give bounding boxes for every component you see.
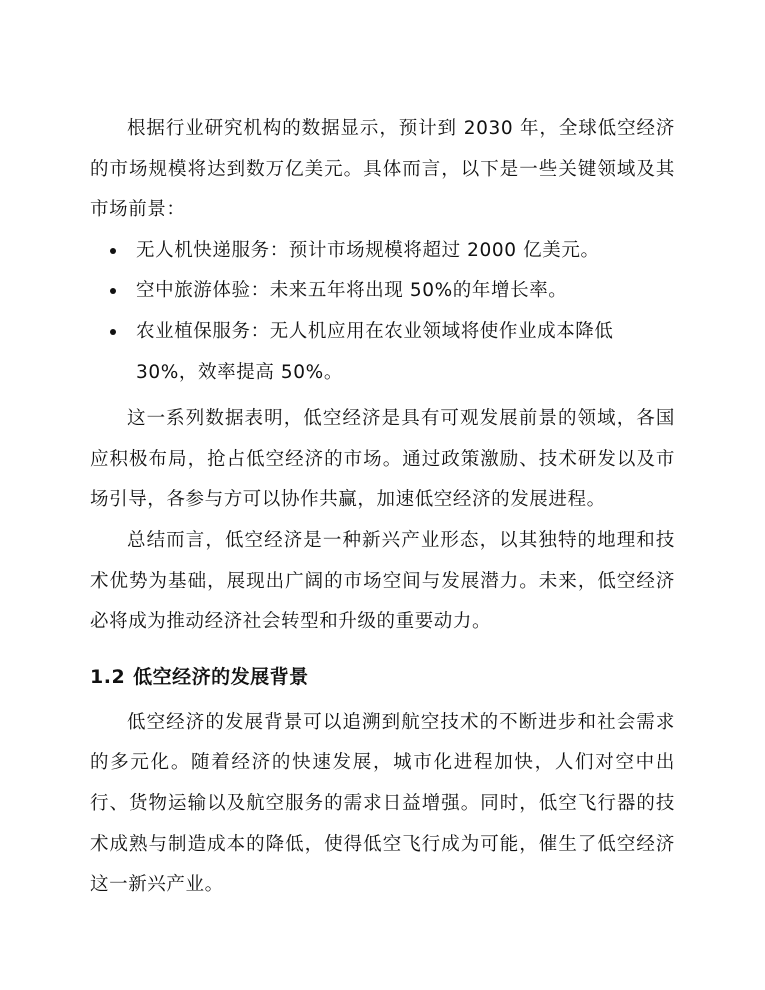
paragraph-conclusion: 总结而言，低空经济是一种新兴产业形态，以其独特的地理和技术优势为基础，展现出广阔的市场空间与发展潜力。未来，低空经济必将成为推动经济社会转型和升级的重要动力。 bbox=[90, 529, 675, 633]
bullet-text: 无人机快递服务：预计市场规模将超过 2000 亿美元。 bbox=[136, 239, 600, 261]
bullet-dot-icon bbox=[110, 288, 116, 294]
bullet-text: 农业植保服务：无人机应用在农业领域将使作业成本降低30%，效率提高 50%。 bbox=[136, 320, 614, 383]
bullet-text: 空中旅游体验：未来五年将出现 50%的年增长率。 bbox=[136, 280, 568, 302]
section-title: 低空经济的发展背景 bbox=[133, 665, 309, 688]
section-number: 1.2 bbox=[90, 665, 126, 688]
bullet-item-drone-delivery bbox=[90, 231, 675, 272]
bullet-dot-icon bbox=[110, 248, 116, 254]
paragraph-background: 低空经济的发展背景可以追溯到航空技术的不断进步和社会需求的多元化。随着经济的快速发展，城市化进程加快，人们对空中出行、货物运输以及航空服务的需求日益增强。同时，低空飞行器的技术成熟与制造成本的降低，使得低空飞行成为可能，催生了低空经济这一新兴产业。 bbox=[90, 711, 675, 896]
paragraph-data-summary: 这一系列数据表明，低空经济是具有可观发展前景的领域，各国应积极布局，抢占低空经济的市场。通过政策激励、技术研发以及市场引导，各参与方可以协作共赢，加速低空经济的发展进程。 bbox=[90, 408, 675, 511]
bullet-dot-icon bbox=[110, 329, 116, 335]
bullet-item-air-tourism bbox=[90, 271, 675, 312]
document-body bbox=[90, 109, 675, 906]
market-bullet-list bbox=[90, 231, 675, 393]
section-heading bbox=[90, 657, 675, 697]
bullet-item-agri-protection bbox=[90, 312, 675, 393]
paragraph-market-forecast: 根据行业研究机构的数据显示，预计到 2030 年，全球低空经济的市场规模将达到数万亿美元。具体而言，以下是一些关键领域及其市场前景： bbox=[90, 118, 675, 221]
